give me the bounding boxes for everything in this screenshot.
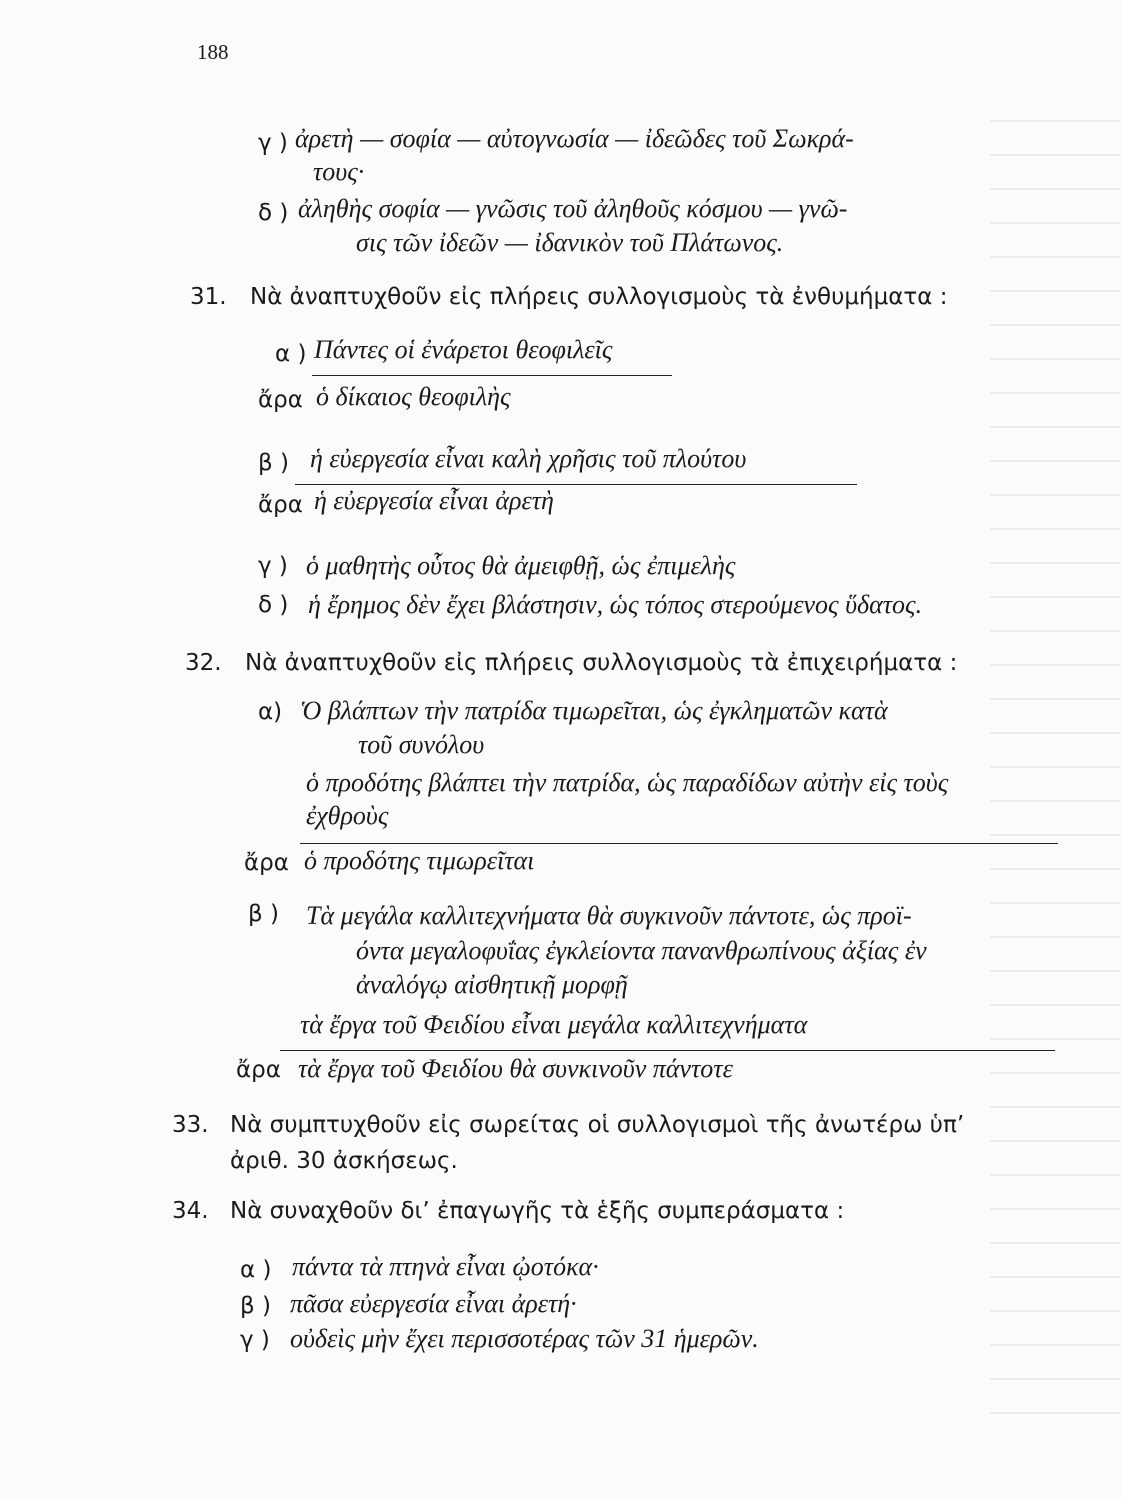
ex31-c-text: ὁ μαθητὴς οὗτος θὰ ἀμειφθῇ, ὡς ἐπιμελὴς bbox=[306, 551, 736, 580]
ex32-b-label: β ) bbox=[248, 901, 279, 927]
ex32-b-ara: ἄρα bbox=[236, 1057, 281, 1083]
ex31-a-conclusion: ὁ δίκαιος θεοφιλὴς bbox=[316, 382, 511, 411]
ex32-a-premise1-line1: Ὁ βλάπτων τὴν πατρίδα τιμωρεῖται, ὡς ἐγκληματῶν κατὰ bbox=[300, 696, 888, 725]
ex34-c-label: γ ) bbox=[240, 1327, 270, 1353]
ex31-a-rule bbox=[312, 375, 672, 376]
ex31-b-conclusion: ἡ εὐεργεσία εἶναι ἀρετὴ bbox=[314, 486, 554, 515]
ex32-b-premise1-line1: Τὰ μεγάλα καλλιτεχνήματα θὰ συγκινοῦν πάντοτε, ὡς προϊ- bbox=[306, 901, 912, 930]
item-30-delta-label: δ ) bbox=[258, 200, 289, 226]
exercise-31-number: 31. bbox=[190, 284, 227, 310]
exercise-32-instruction: Νὰ ἀναπτυχθοῦν εἰς πλήρεις συλλογισμοὺς τὰ ἐπιχειρήματα : bbox=[245, 650, 958, 676]
ex32-b-rule bbox=[280, 1050, 1055, 1051]
ex31-b-premise: ἡ εὐεργεσία εἶναι καλὴ χρῆσις τοῦ πλούτου bbox=[310, 444, 747, 473]
item-30-gamma-label: γ ) bbox=[258, 130, 288, 156]
item-30-gamma-text-2: τους· bbox=[313, 157, 365, 186]
ex31-d-label: δ ) bbox=[258, 592, 289, 618]
item-30-delta-text-2: σις τῶν ἰδεῶν — ἰδανικὸν τοῦ Πλάτωνος. bbox=[356, 228, 784, 257]
exercise-34-instruction: Νὰ συναχθοῦν δι’ ἐπαγωγῆς τὰ ἑξῆς συμπεράσματα : bbox=[230, 1198, 845, 1224]
ex32-b-conclusion: τὰ ἔργα τοῦ Φειδίου θὰ συνκινοῦν πάντοτε bbox=[298, 1054, 733, 1083]
ex32-b-premise1-line3: ἀναλόγῳ αἰσθητικῇ μορφῇ bbox=[356, 970, 628, 999]
ex34-a-text: πάντα τὰ πτηνὰ εἶναι ᾠοτόκα· bbox=[292, 1252, 599, 1281]
ex31-b-label: β ) bbox=[258, 450, 289, 476]
ex32-a-premise1-line2: τοῦ συνόλου bbox=[358, 730, 485, 759]
ex31-a-ara: ἄρα bbox=[258, 387, 303, 413]
ex31-b-ara: ἄρα bbox=[258, 492, 303, 518]
item-30-delta-text-1: ἀληθὴς σοφία — γνῶσις τοῦ ἀληθοῦς κόσμου — γνῶ- bbox=[298, 194, 848, 223]
exercise-31-instruction: Νὰ ἀναπτυχθοῦν εἰς πλήρεις συλλογισμοὺς τὰ ἐνθυμήματα : bbox=[250, 284, 948, 310]
ex31-d-text: ἡ ἔρημος δὲν ἔχει βλάστησιν, ὡς τόπος στερούμενος ὕδατος. bbox=[308, 590, 923, 619]
ex34-b-text: πᾶσα εὐεργεσία εἶναι ἀρετή· bbox=[290, 1289, 577, 1318]
ex34-a-label: α ) bbox=[240, 1257, 272, 1283]
exercise-33-line1: Νὰ συμπτυχθοῦν εἰς σωρείτας οἱ συλλογισμοὶ τῆς ἀνωτέρω ὑπ’ bbox=[230, 1112, 965, 1138]
bleed-through-shadow bbox=[990, 120, 1120, 1420]
ex32-b-premise2: τὰ ἔργα τοῦ Φειδίου εἶναι μεγάλα καλλιτεχνήματα bbox=[300, 1010, 808, 1039]
exercise-34-number: 34. bbox=[172, 1198, 209, 1224]
ex32-a-label: α) bbox=[258, 699, 283, 725]
item-30-gamma-text-1: ἀρετὴ — σοφία — αὐτογνωσία — ἰδεῶδες τοῦ Σωκρά- bbox=[295, 124, 854, 153]
page-number: 188 bbox=[197, 40, 229, 64]
exercise-33-number: 33. bbox=[172, 1112, 209, 1138]
exercise-33-line2: ἀριθ. 30 ἀσκήσεως. bbox=[230, 1148, 458, 1174]
ex31-a-premise: Πάντες οἱ ἐνάρετοι θεοφιλεῖς bbox=[314, 335, 613, 364]
ex34-b-label: β ) bbox=[240, 1293, 271, 1319]
ex32-a-rule bbox=[300, 843, 1058, 844]
ex32-a-premise2-line1: ὁ προδότης βλάπτει τὴν πατρίδα, ὡς παραδίδων αὐτὴν εἰς τοὺς bbox=[306, 768, 949, 797]
ex31-c-label: γ ) bbox=[258, 553, 288, 579]
exercise-32-number: 32. bbox=[185, 650, 222, 676]
ex31-b-rule bbox=[295, 484, 857, 485]
ex32-a-conclusion: ὁ προδότης τιμωρεῖται bbox=[304, 846, 535, 875]
ex32-a-premise2-line2: ἐχθροὺς bbox=[306, 801, 389, 830]
ex31-a-label: α ) bbox=[275, 341, 307, 367]
ex32-a-ara: ἄρα bbox=[244, 850, 289, 876]
ex32-b-premise1-line2: όντα μεγαλοφυΐας ἐγκλείοντα πανανθρωπίνους ἀξίας ἐν bbox=[356, 936, 927, 965]
ex34-c-text: οὐδεὶς μὴν ἔχει περισσοτέρας τῶν 31 ἡμερῶν. bbox=[290, 1324, 759, 1353]
